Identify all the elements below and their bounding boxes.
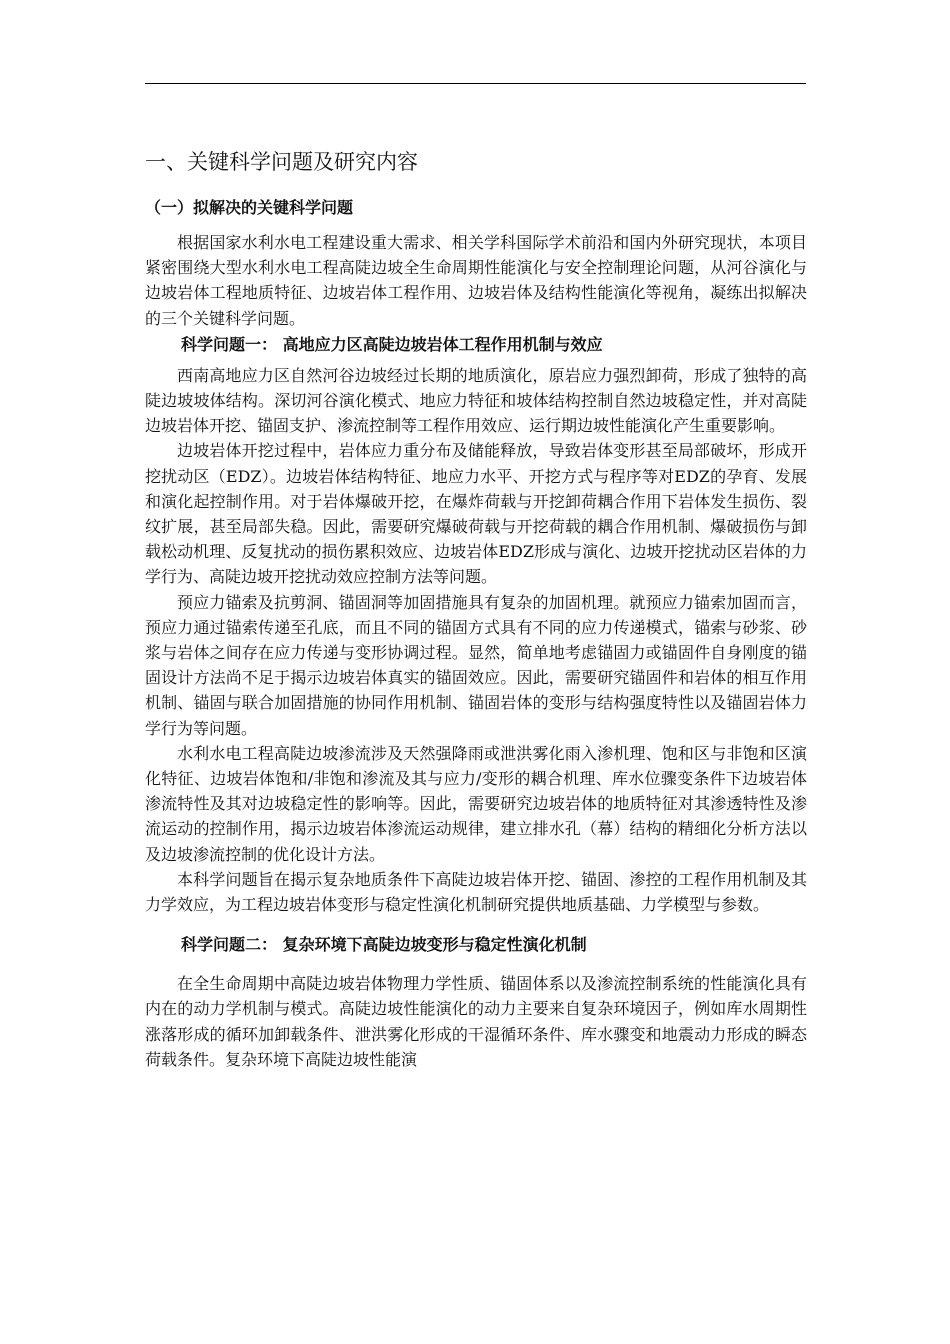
problem1-paragraph: 水利水电工程高陡边坡渗流涉及天然强降雨或泄洪雾化雨入渗机理、饱和区与非饱和区演化特征、边坡岩体饱和/非饱和渗流及其与应力/变形的耦合机理、库水位骤变条件下边坡岩体渗流特性及其对边坡稳定性的影响等。因此，需要研究边坡岩体的地质特征对其渗透特性及渗流运动的控制作用，揭示边坡岩体渗流运动规律，建立排水孔（幕）结构的精细化分析方法以及边坡渗流控制的优化设计方法。	[145, 743, 807, 864]
header-rule	[145, 83, 806, 84]
problem1-paragraph: 本科学问题旨在揭示复杂地质条件下高陡边坡岩体开挖、锚固、渗控的工程作用机制及其力学效应，为工程边坡岩体变形与稳定性演化机制研究提供地质基础、力学模型与参数。	[145, 869, 807, 915]
problem1-paragraph: 西南高地应力区自然河谷边坡经过长期的地质演化，原岩应力强烈卸荷，形成了独特的高陡边坡坡体结构。深切河谷演化模式、地应力特征和坡体结构控制自然边坡稳定性，并对高陡边坡岩体开挖、锚固支护、渗流控制等工程作用效应、运行期边坡性能演化产生重要影响。	[145, 365, 807, 436]
intro-paragraph: 根据国家水利水电工程建设重大需求、相关学科国际学术前沿和国内外研究现状，本项目紧密围绕大型水利水电工程高陡边坡全生命周期性能演化与安全控制理论问题，从河谷演化与边坡岩体工程地质特征、边坡岩体工程作用、边坡岩体及结构性能演化等视角，凝练出拟解决的三个关键科学问题。	[145, 233, 807, 328]
document-body	[145, 148, 807, 1072]
problem1-paragraph: 边坡岩体开挖过程中，岩体应力重分布及储能释放，导致岩体变形甚至局部破坏，形成开挖扰动区（EDZ）。边坡岩体结构特征、地应力水平、开挖方式与程序等对EDZ的孕育、发展和演化起控制作用。对于岩体爆破开挖，在爆炸荷载与开挖卸荷耦合作用下岩体发生损伤、裂纹扩展，甚至局部失稳。因此，需要研究爆破荷载与开挖荷载的耦合作用机制、爆破损伤与卸载松动机理、反复扰动的损伤累积效应、边坡岩体EDZ形成与演化、边坡开挖扰动区岩体的力学行为、高陡边坡开挖扰动效应控制方法等问题。	[145, 441, 807, 587]
problem1-paragraph: 预应力锚索及抗剪洞、锚固洞等加固措施具有复杂的加固机理。就预应力锚索加固而言，预应力通过锚索传递至孔底，而且不同的锚固方式具有不同的应力传递模式，锚索与砂浆、砂浆与岩体之间存在应力传递与变形协调过程。显然，简单地考虑锚固力或锚固件自身刚度的锚固设计方法尚不足于揭示边坡岩体真实的锚固效应。因此，需要研究锚固件和岩体的相互作用机制、锚固与联合加固措施的协同作用机制、锚固岩体的变形与结构强度特性以及锚固岩体力学行为等问题。	[145, 592, 807, 738]
section-title: 一、关键科学问题及研究内容	[145, 150, 418, 174]
section-subtitle: （一）拟解决的关键科学问题	[145, 198, 354, 217]
problem1-title: 科学问题一： 高地应力区高陡边坡岩体工程作用机制与效应	[181, 334, 603, 354]
problem2-paragraph: 在全生命周期中高陡边坡岩体物理力学性质、锚固体系以及渗流控制系统的性能演化具有内在的动力学机制与模式。高陡边坡性能演化的动力主要来自复杂环境因子，例如库水周期性涨落形成的循环加卸载条件、泄洪雾化形成的干湿循环条件、库水骤变和地震动力形成的瞬态荷载条件。复杂环境下高陡边坡性能演	[145, 974, 807, 1069]
problem2-title: 科学问题二： 复杂环境下高陡边坡变形与稳定性演化机制	[181, 935, 587, 955]
